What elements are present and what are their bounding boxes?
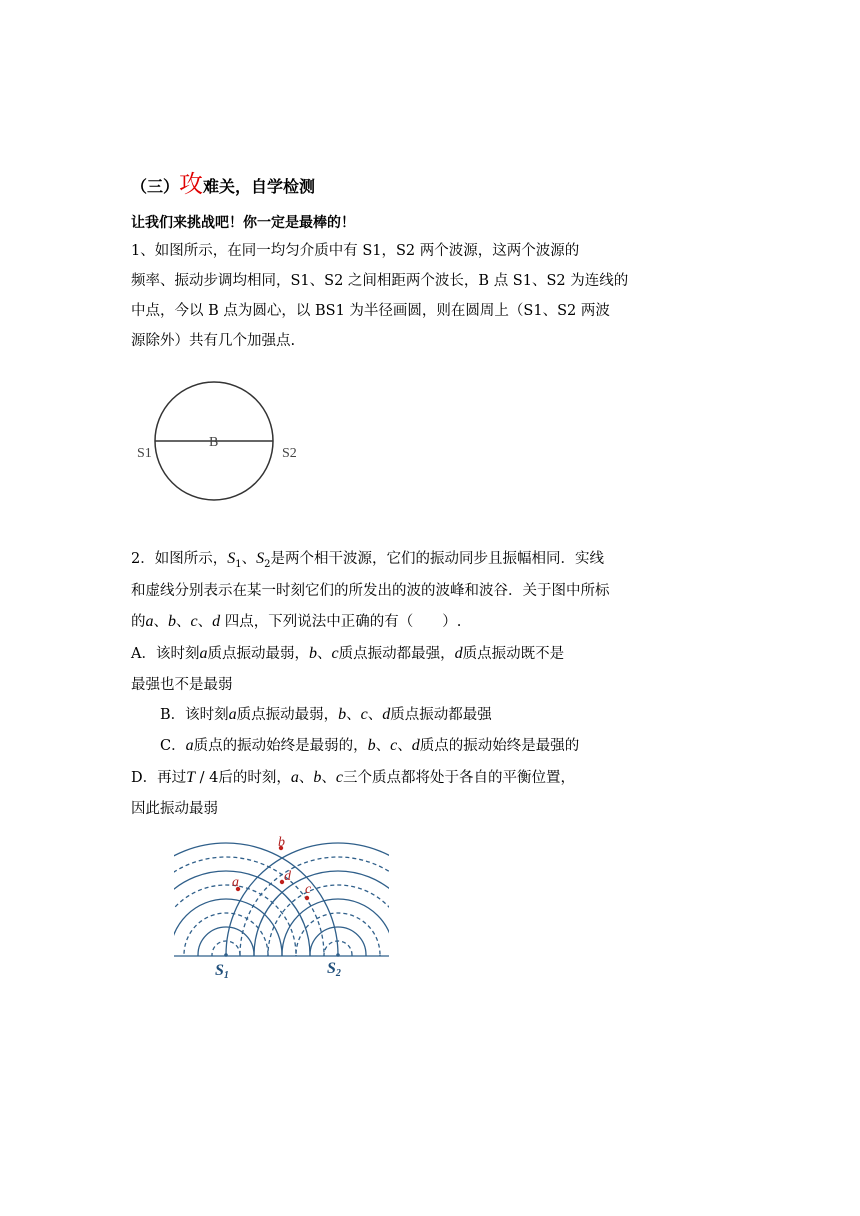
source1-waves [170, 843, 338, 983]
interference-figure [170, 828, 395, 983]
label-S1: S1 [137, 446, 152, 461]
source2-waves [226, 843, 395, 983]
label-a: a [232, 875, 239, 890]
q1-circle-figure [130, 370, 320, 510]
source-labels [215, 960, 341, 981]
label-s2: S2 [327, 960, 341, 979]
q1-line-3: 中点，今以 B 点为圆心，以 BS1 为半径画圆，则在圆周上（S1、S2 两波 [131, 303, 610, 319]
q1-line-1: 1、如图所示，在同一均匀介质中有 S1，S2 两个波源，这两个波源的 [131, 243, 580, 259]
label-d: d [284, 869, 291, 884]
label-b: b [278, 835, 285, 850]
source2-dot [336, 953, 340, 957]
source1-dot [224, 953, 228, 957]
q1-line-4: 源除外）共有几个加强点. [131, 333, 296, 349]
q2-line-2: 和虚线分别表示在某一时刻它们的所发出的波的波峰和波谷．关于图中所标 [131, 583, 610, 599]
section-heading: （三）攻难关，自学检测 [131, 170, 316, 198]
label-S2: S2 [282, 446, 297, 461]
q2-option-a-cont: 最强也不是最弱 [131, 677, 233, 693]
q2-option-b: B．该时刻a质点振动最弱，b、c、d质点振动都最强 [160, 706, 492, 723]
q2-option-d-cont: 因此振动最弱 [131, 801, 218, 817]
q2-option-d: D．再过T / 4后的时刻，a、b、c三个质点都将处于各自的平衡位置， [131, 769, 575, 786]
intro-text: 让我们来挑战吧！你一定是最棒的！ [131, 215, 355, 231]
q2-line-3: 的a、b、c、d 四点，下列说法中正确的有（ ）. [131, 613, 462, 630]
wave-fronts [170, 843, 395, 983]
q2-option-c: C．a质点的振动始终是最弱的，b、c、d质点的振动始终是最强的 [160, 737, 580, 754]
label-B: B [209, 435, 219, 450]
highlight-char: 攻 [179, 170, 204, 198]
label-s1: S1 [215, 962, 229, 981]
q2-option-a: A．该时刻a质点振动最弱，b、c质点振动都最强，d质点振动既不是 [131, 645, 565, 662]
q2-line-1: 2．如图所示，$S_1$、$S_2$是两个相干波源，它们的振动同步且振幅相同．实线 [131, 550, 604, 570]
q1-line-2: 频率、振动步调均相同，S1、S2 之间相距两个波长，B 点 S1、S2 为连线的 [131, 273, 629, 289]
label-c: c [305, 882, 312, 897]
